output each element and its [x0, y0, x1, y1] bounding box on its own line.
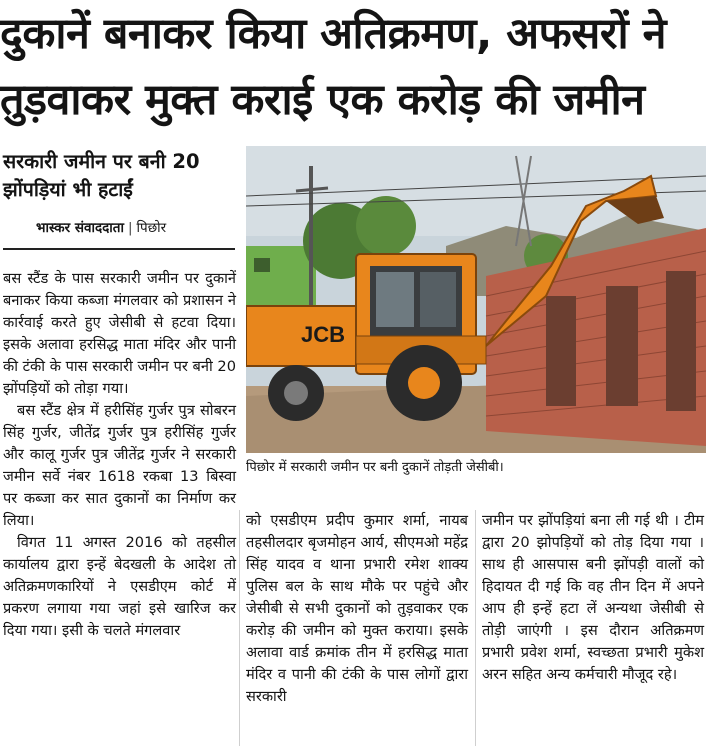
column-divider	[475, 510, 476, 746]
byline-separator: |	[127, 220, 133, 236]
subheadline: सरकारी जमीन पर बनी 20 झोंपड़ियां भी हटाईं	[3, 150, 200, 201]
body-column-1	[3, 268, 236, 642]
body-paragraph-5: जमीन पर झोंपड़ियां बना ली गई थी । टीम द्वारा 20 झोपड़ियों को तोड़ दिया गया । साथ ही आसपास बनी झोंपड़ी वालों को हिदायत दी गई कि वह तीन दिन में अपने आप ही इन्हें हटा लें अन्यथा जेसीबी से तोड़ी जाएंगी । इस दौरान अतिक्रमण प्रभारी प्रवेश शर्मा, स्वच्छता प्रभारी मुकेश अरन सहित अन्य कर्मचारी मौजूद रहे।	[482, 512, 704, 683]
column-divider	[239, 510, 240, 746]
byline-place: पिछोर	[136, 220, 167, 236]
jcb-demolition-illustration	[246, 146, 706, 453]
body-paragraph-3: विगत 11 अगस्त 2016 को तहसील कार्यालय द्वारा इन्हें बेदखली के आदेश तो अतिक्रमणकारियों ने एसडीएम कोर्ट में प्रकरण लगाया गया जहां इसे खारिज कर दिया गया। इसी के चलते मंगलवार	[3, 534, 236, 639]
headline-line-2: तुड़वाकर मुक्त कराई एक करोड़ की जमीन	[0, 75, 645, 125]
body-paragraph-1: बस स्टैंड के पास सरकारी जमीन पर दुकानें बनाकर किया कब्जा मंगलवार को प्रशासन ने कार्रवाई करते हुए जेसीबी से हटवा दिया। इसके अलावा हरसिद्ध माता मंदिर और पानी की टंकी के पास सरकारी जमीन पर बनी 20 झोंपड़ियों को तोड़ा गया।	[3, 270, 236, 397]
news-photo	[246, 146, 706, 453]
byline-reporter: भास्कर संवाददाता	[36, 220, 124, 236]
body-column-3	[482, 510, 704, 686]
headline	[0, 0, 706, 138]
body-paragraph-2: बस स्टैंड क्षेत्र में हरीसिंह गुर्जर पुत्र सोबरन सिंह गुर्जर, जीतेंद्र गुर्जर पुत्र हरीसिंह गुर्जर और कालू गुर्जर पुत्र जीतेंद्र गुर्जर ने सरकारी जमीन सर्वे नंबर 1618 रकबा 13 बिस्वा पर कब्जा कर सात दुकानों का निर्माण कर लिया।	[3, 402, 236, 529]
headline-line-1: दुकानें बनाकर किया अतिक्रमण, अफसरों ने	[0, 9, 666, 59]
byline	[36, 218, 166, 238]
body-column-2	[246, 510, 468, 708]
body-paragraph-4: को एसडीएम प्रदीप कुमार शर्मा, नायब तहसीलदार बृजमोहन आर्य, सीएमओ महेंद्र सिंह यादव व थाना प्रभारी रमेश शाक्य पुलिस बल के साथ मौके पर पहुंचे और जेसीबी से सभी दुकानों को तुड़वाकर एक करोड़ की जमीन को मुक्त कराया। इसके अलावा वार्ड क्रमांक तीन में हरसिद्ध माता मंदिर व पानी की टंकी के पास लोगों द्वारा सरकारी	[246, 512, 468, 705]
byline-rule	[3, 248, 235, 250]
photo-caption: पिछोर में सरकारी जमीन पर बनी दुकानें तोड़ती जेसीबी।	[246, 460, 504, 475]
jcb-marking-text: JCB	[301, 322, 346, 347]
